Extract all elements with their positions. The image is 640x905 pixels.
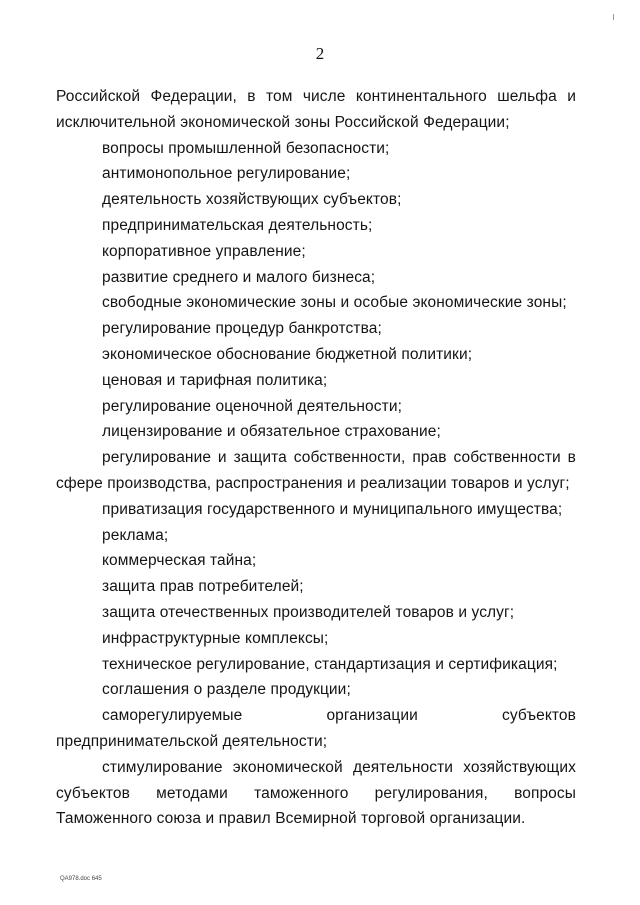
paragraph: свободные экономические зоны и особые экономические зоны;	[102, 294, 567, 312]
paragraph: приватизация государственного и муниципального имущества;	[102, 500, 563, 518]
paragraph: антимонопольное регулирование;	[102, 165, 351, 183]
paragraph: Российской Федерации, в том числе континентального шельфа и исключительной экономической зоны Российской Федерации;	[56, 88, 576, 131]
paragraph: лицензирование и обязательное страхование;	[102, 423, 441, 441]
paragraph: предпринимательская деятельность;	[102, 216, 373, 234]
paragraph: реклама;	[102, 526, 169, 544]
paragraph: соглашения о разделе продукции;	[102, 681, 351, 699]
paragraph: вопросы промышленной безопасности;	[102, 139, 390, 157]
paragraph: регулирование и защита собственности, прав собственности в сфере производства, распространения и реализации товаров и услуг;	[56, 449, 576, 492]
paragraph: инфраструктурные комплексы;	[102, 629, 329, 647]
paragraph: техническое регулирование, стандартизация и сертификация;	[102, 655, 558, 673]
document-body	[56, 84, 576, 832]
paragraph: деятельность хозяйствующих субъектов;	[102, 191, 402, 209]
footer-file-reference: QA978.doc 645	[60, 876, 102, 882]
scan-mark	[613, 14, 614, 20]
paragraph: защита отечественных производителей товаров и услуг;	[102, 603, 515, 621]
page-number: 2	[315, 44, 325, 63]
paragraph: стимулирование экономической деятельности хозяйствующих субъектов методами таможенного регулирования, вопросы Таможенного союза и правил Всемирной торговой организации.	[56, 758, 576, 828]
paragraph: саморегулируемые организации субъектов предпринимательской деятельности;	[56, 707, 576, 750]
paragraph: регулирование оценочной деятельности;	[102, 397, 402, 415]
paragraph: защита прав потребителей;	[102, 578, 304, 596]
paragraph: развитие среднего и малого бизнеса;	[102, 268, 376, 286]
paragraph: экономическое обоснование бюджетной политики;	[102, 345, 473, 363]
paragraph: коммерческая тайна;	[102, 552, 257, 570]
paragraph: ценовая и тарифная политика;	[102, 371, 328, 389]
paragraph: корпоративное управление;	[102, 242, 306, 260]
paragraph: регулирование процедур банкротства;	[102, 320, 382, 338]
